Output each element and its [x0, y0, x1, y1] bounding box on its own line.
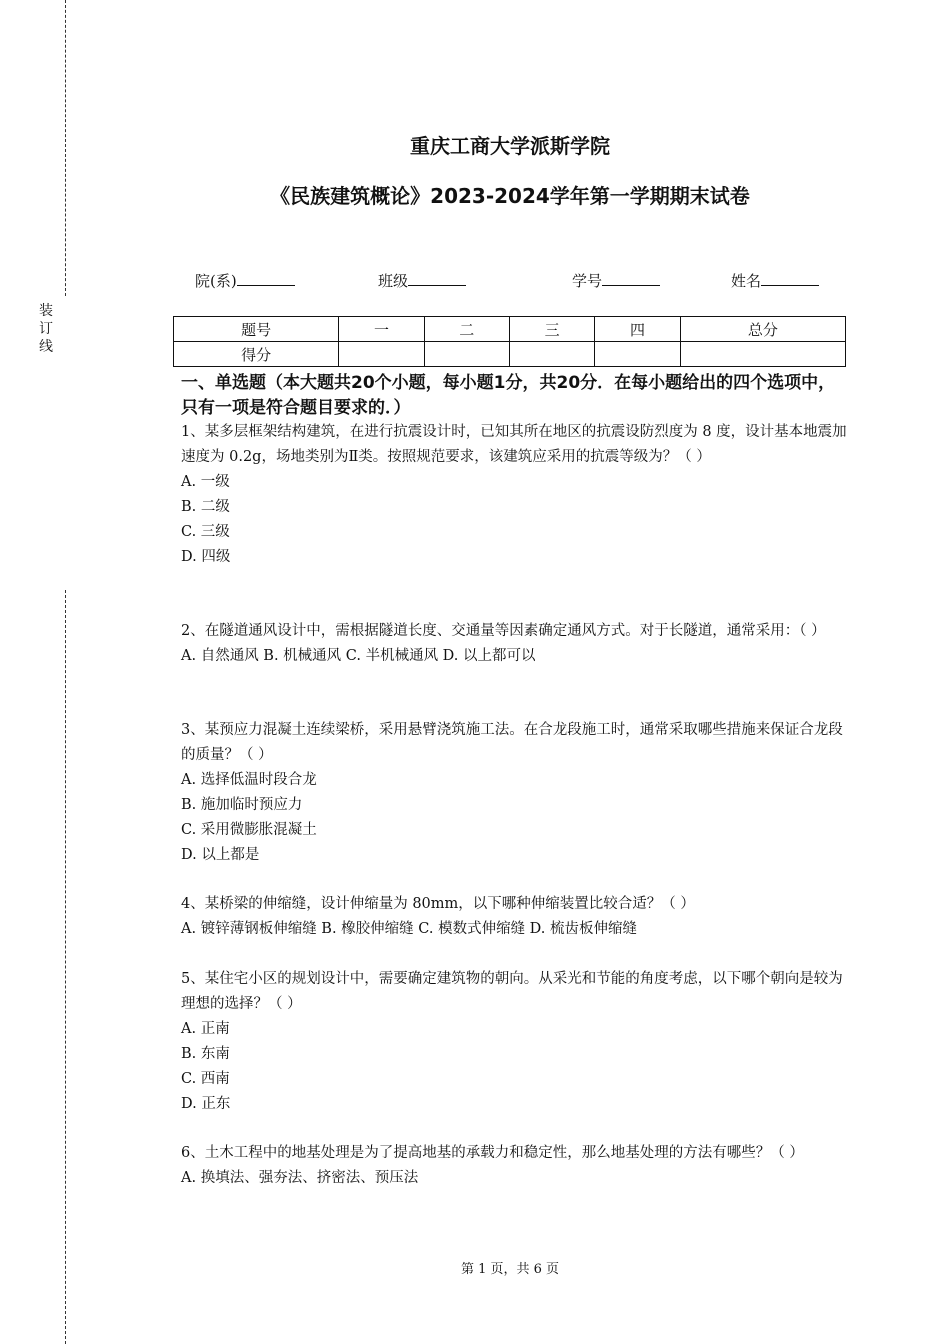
option[interactable]: A. 换填法、强夯法、挤密法、预压法	[181, 1170, 419, 1186]
score-header-cell: 题号	[174, 317, 339, 342]
score-cell[interactable]	[509, 342, 594, 367]
dept-field: 院(系)	[195, 270, 295, 291]
question-2	[181, 619, 849, 669]
score-header-row	[174, 317, 846, 342]
exam-title: 《民族建筑概论》2023-2024学年第一学期期末试卷	[270, 184, 750, 208]
score-row-label: 得分	[174, 342, 339, 367]
class-blank[interactable]	[408, 271, 466, 286]
class-field: 班级	[378, 270, 466, 291]
id-blank[interactable]	[602, 271, 660, 286]
score-cell[interactable]	[424, 342, 509, 367]
option[interactable]: A. 镀锌薄钢板伸缩缝 B. 橡胶伸缩缝 C. 模数式伸缩缝 D. 梳齿板伸缩缝	[181, 921, 638, 937]
option[interactable]: A. 选择低温时段合龙	[181, 772, 317, 788]
dept-blank[interactable]	[237, 271, 295, 286]
school-title: 重庆工商大学派斯学院	[410, 134, 610, 158]
question-stem: 4、某桥梁的伸缩缝，设计伸缩量为 80mm，以下哪种伸缩装置比较合适？（ ）	[181, 896, 695, 912]
option[interactable]: A. 一级	[181, 474, 230, 490]
score-cell[interactable]	[680, 342, 845, 367]
question-stem: 2、在隧道通风设计中，需根据隧道长度、交通量等因素确定通风方式。对于长隧道，通常采用：（ ）	[181, 623, 826, 639]
page-footer: 第 1 页，共 6 页	[460, 1262, 560, 1277]
question-stem: 6、土木工程中的地基处理是为了提高地基的承载力和稳定性，那么地基处理的方法有哪些？（ ）	[181, 1145, 804, 1161]
question-stem: 5、某住宅小区的规划设计中，需要确定建筑物的朝向。从采光和节能的角度考虑，以下哪个朝向是较为理想的选择？（ ）	[181, 971, 843, 1012]
question-1	[181, 420, 849, 570]
option[interactable]: D. 四级	[181, 549, 231, 565]
option[interactable]: B. 东南	[181, 1046, 230, 1062]
binding-line-bottom	[65, 590, 66, 1344]
score-cell[interactable]	[595, 342, 680, 367]
question-4	[181, 892, 849, 942]
score-header-cell: 四	[595, 317, 680, 342]
score-table	[173, 316, 846, 367]
name-field: 姓名	[731, 270, 819, 291]
question-3	[181, 718, 849, 868]
id-field: 学号	[572, 270, 660, 291]
score-row	[174, 342, 846, 367]
option[interactable]: B. 二级	[181, 499, 230, 515]
option[interactable]: C. 三级	[181, 524, 230, 540]
option[interactable]: B. 施加临时预应力	[181, 797, 303, 813]
section-title: 一、单选题（本大题共20个小题，每小题1分，共20分．在每小题给出的四个选项中，只有一项是符合题目要求的．）	[181, 373, 836, 418]
question-6	[181, 1141, 849, 1191]
option[interactable]: C. 西南	[181, 1071, 230, 1087]
option[interactable]: C. 采用微膨胀混凝土	[181, 822, 317, 838]
score-header-cell: 一	[339, 317, 424, 342]
score-cell[interactable]	[339, 342, 424, 367]
option[interactable]: A. 正南	[181, 1021, 230, 1037]
option[interactable]: D. 以上都是	[181, 847, 260, 863]
question-stem: 3、某预应力混凝土连续梁桥，采用悬臂浇筑施工法。在合龙段施工时，通常采取哪些措施来保证合龙段的质量？（ ）	[181, 722, 843, 763]
question-5	[181, 967, 849, 1117]
score-header-cell: 三	[509, 317, 594, 342]
name-blank[interactable]	[761, 271, 819, 286]
score-header-cell: 二	[424, 317, 509, 342]
question-stem: 1、某多层框架结构建筑，在进行抗震设计时，已知其所在地区的抗震设防烈度为 8 度，设计基本地震加速度为 0.2g，场地类别为Ⅱ类。按照规范要求，该建筑应采用的抗震等级为？（ ）	[181, 424, 847, 465]
option[interactable]: D. 正东	[181, 1096, 231, 1112]
binding-label: 装 订 线	[39, 303, 53, 355]
option[interactable]: A. 自然通风 B. 机械通风 C. 半机械通风 D. 以上都可以	[181, 648, 536, 664]
score-header-cell: 总分	[680, 317, 845, 342]
